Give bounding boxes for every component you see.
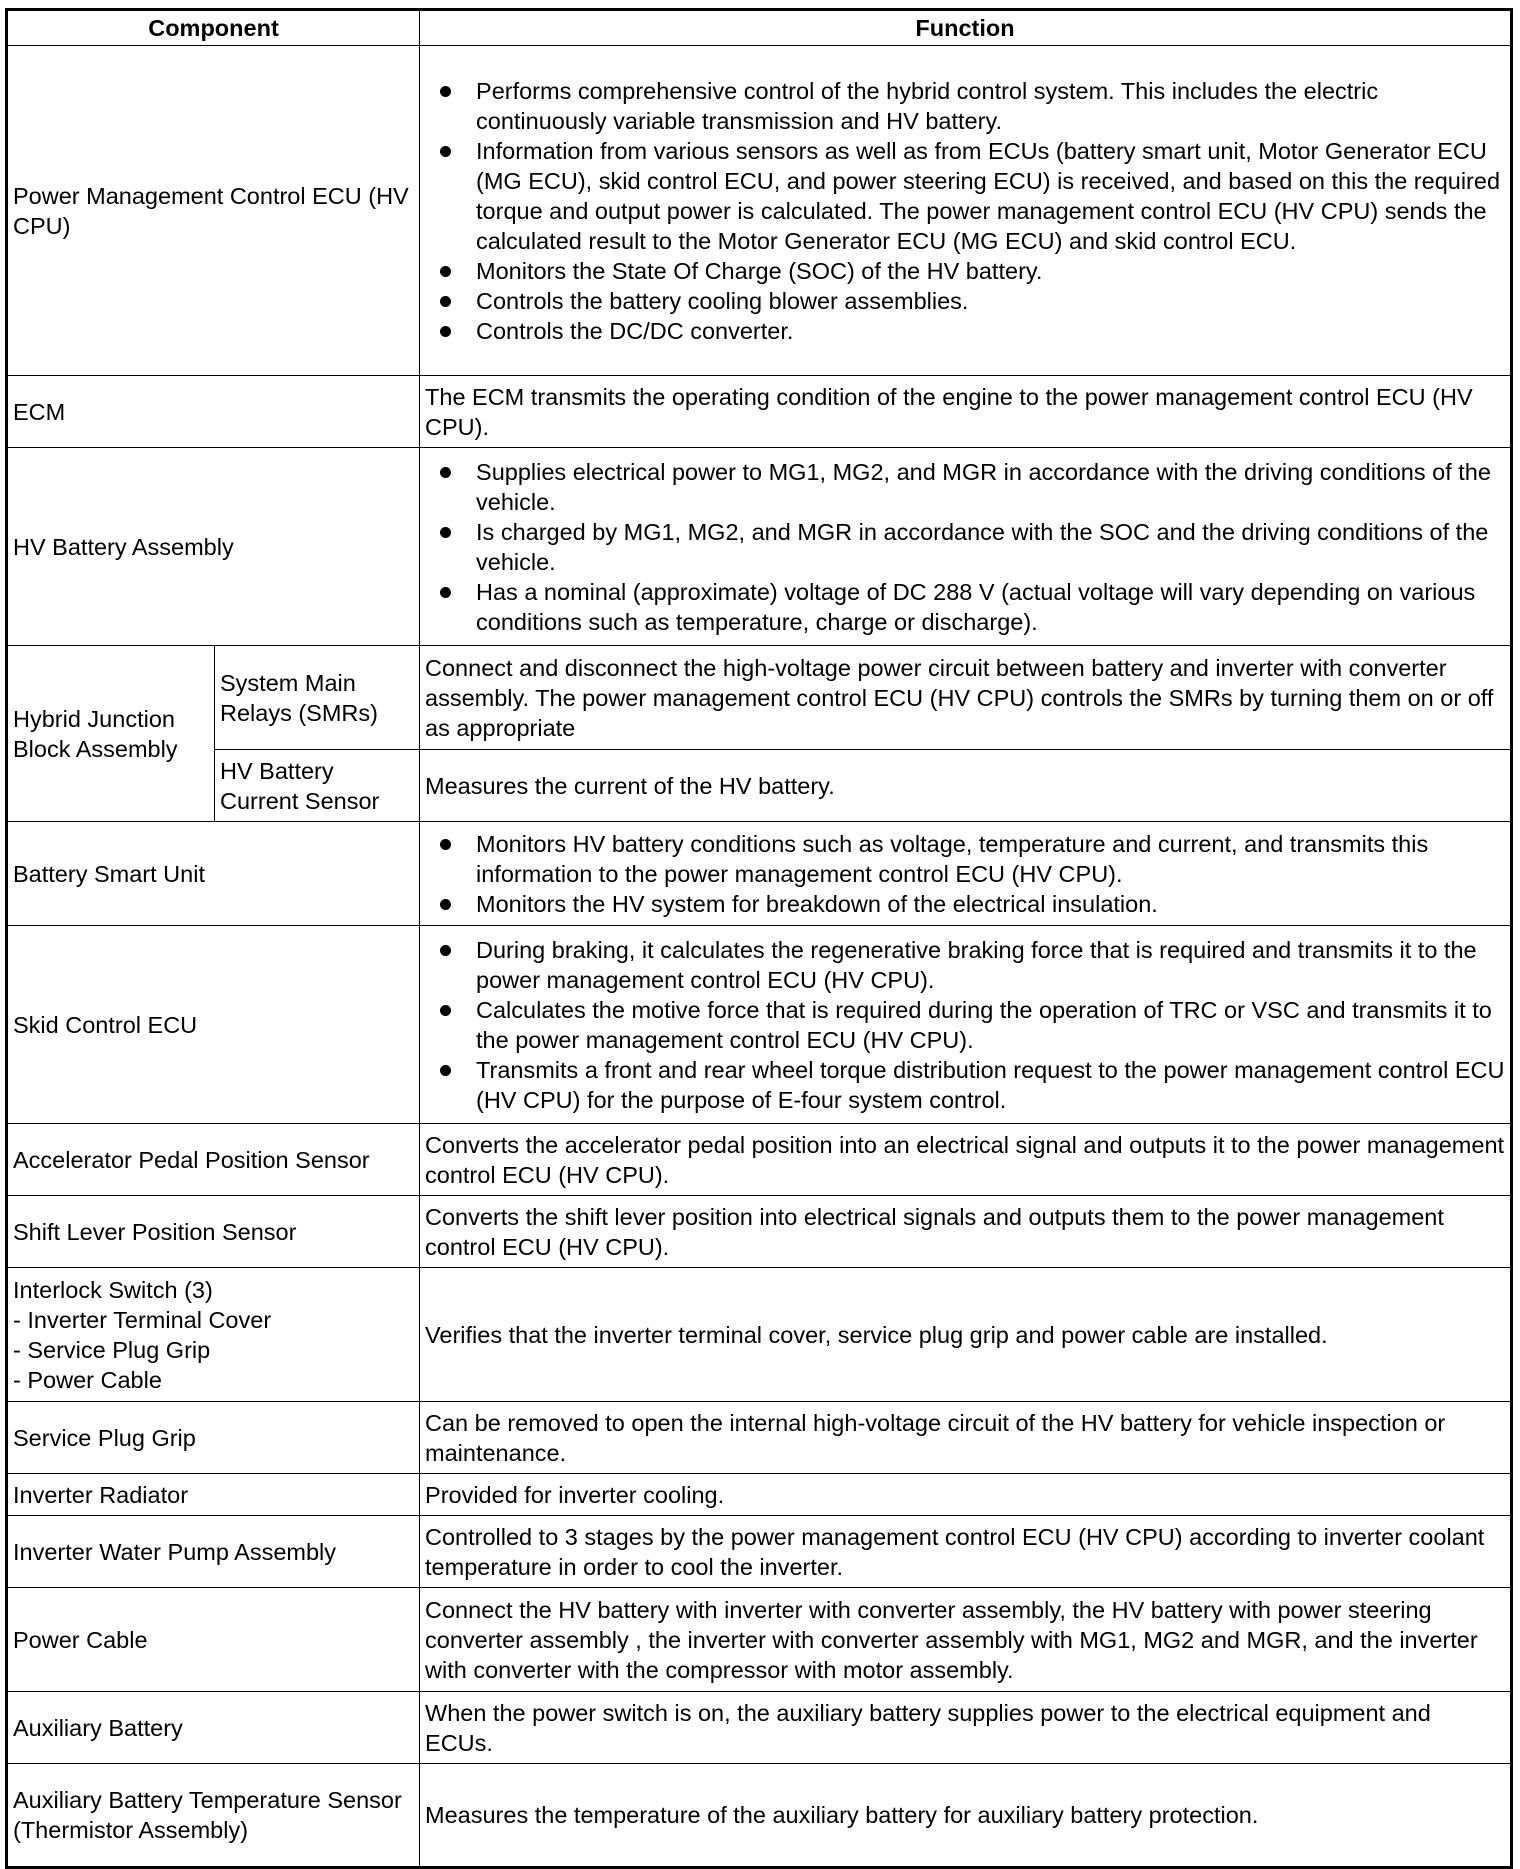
table-row bbox=[7, 1588, 1512, 1692]
bullet-text: Controls the battery cooling blower assemblies. bbox=[476, 287, 969, 314]
function-cell: Connect the HV battery with inverter with converter assembly, the HV battery with power steering converter assembly , the inverter with converter assembly with MG1, MG2 and MGR, and the inverter with converter with the compressor with motor assembly. bbox=[420, 1588, 1512, 1692]
function-cell bbox=[420, 822, 1512, 926]
component-cell: Power Management Control ECU (HV CPU) bbox=[7, 46, 420, 376]
bullet-item bbox=[425, 136, 1505, 256]
bullet-text: Is charged by MG1, MG2, and MGR in accordance with the SOC and the driving conditions of the vehicle. bbox=[476, 518, 1489, 575]
bullet-item bbox=[425, 286, 1505, 316]
bullet-item bbox=[425, 517, 1505, 577]
bullet-item bbox=[425, 256, 1505, 286]
component-cell: Battery Smart Unit bbox=[7, 822, 420, 926]
function-cell: Measures the temperature of the auxiliary battery for auxiliary battery protection. bbox=[420, 1764, 1512, 1868]
function-cell: Measures the current of the HV battery. bbox=[420, 750, 1512, 822]
subcomponent-cell: HV Battery Current Sensor bbox=[215, 750, 420, 822]
table-row bbox=[7, 750, 1512, 822]
table-row bbox=[7, 1474, 1512, 1516]
table-row bbox=[7, 822, 1512, 926]
bullet-text: Information from various sensors as well as from ECUs (battery smart unit, Motor Generator ECU (MG ECU), skid control ECU, and power steering ECU) is received, and based on this the required torque and output power is calculated. The power management control ECU (HV CPU) sends the calculated result to the Motor Generator ECU (MG ECU) and skid control ECU. bbox=[476, 137, 1501, 254]
bullet-text: During braking, it calculates the regenerative braking force that is required and transmits it to the power management control ECU (HV CPU). bbox=[476, 936, 1477, 993]
table-row bbox=[7, 1402, 1512, 1474]
function-cell bbox=[420, 46, 1512, 376]
subcomponent-cell: System Main Relays (SMRs) bbox=[215, 646, 420, 750]
table-row bbox=[7, 1516, 1512, 1588]
table-row bbox=[7, 1268, 1512, 1402]
bullet-item bbox=[425, 316, 1505, 346]
component-cell: Inverter Radiator bbox=[7, 1474, 420, 1516]
bullet-icon bbox=[440, 467, 451, 478]
component-cell: Power Cable bbox=[7, 1588, 420, 1692]
bullet-icon bbox=[440, 945, 451, 956]
function-cell: The ECM transmits the operating condition of the engine to the power management control ECU (HV CPU). bbox=[420, 376, 1512, 448]
component-cell: Accelerator Pedal Position Sensor bbox=[7, 1124, 420, 1196]
bullet-icon bbox=[440, 146, 451, 157]
bullet-text: Monitors the HV system for breakdown of the electrical insulation. bbox=[476, 890, 1158, 917]
bullet-text: Has a nominal (approximate) voltage of DC 288 V (actual voltage will vary depending on various conditions such as temperature, charge or discharge). bbox=[476, 578, 1476, 635]
column-header-component: Component bbox=[7, 10, 420, 46]
bullet-item bbox=[425, 995, 1505, 1055]
bullet-item bbox=[425, 889, 1505, 919]
bullet-item bbox=[425, 457, 1505, 517]
bullet-text: Monitors HV battery conditions such as voltage, temperature and current, and transmits this information to the power management control ECU (HV CPU). bbox=[476, 830, 1429, 887]
bullet-icon bbox=[440, 587, 451, 598]
function-bullet-list bbox=[425, 829, 1505, 919]
component-line: (Thermistor Assembly) bbox=[13, 1817, 249, 1843]
table-header-row bbox=[7, 10, 1512, 46]
component-cell: Auxiliary Battery bbox=[7, 1692, 420, 1764]
function-cell: Provided for inverter cooling. bbox=[420, 1474, 1512, 1516]
bullet-item bbox=[425, 577, 1505, 637]
component-cell: HV Battery Assembly bbox=[7, 448, 420, 646]
bullet-item bbox=[425, 829, 1505, 889]
function-cell: Can be removed to open the internal high-voltage circuit of the HV battery for vehicle inspection or maintenance. bbox=[420, 1402, 1512, 1474]
table-row bbox=[7, 926, 1512, 1124]
bullet-icon bbox=[440, 296, 451, 307]
component-cell: Shift Lever Position Sensor bbox=[7, 1196, 420, 1268]
function-cell: Connect and disconnect the high-voltage power circuit between battery and inverter with converter assembly. The power management control ECU (HV CPU) controls the SMRs by turning them on or off as appropriate bbox=[420, 646, 1512, 750]
function-cell: Converts the accelerator pedal position into an electrical signal and outputs it to the power management control ECU (HV CPU). bbox=[420, 1124, 1512, 1196]
bullet-text: Performs comprehensive control of the hybrid control system. This includes the electric continuously variable transmission and HV battery. bbox=[476, 77, 1379, 134]
bullet-icon bbox=[440, 326, 451, 337]
function-cell: Converts the shift lever position into electrical signals and outputs them to the power management control ECU (HV CPU). bbox=[420, 1196, 1512, 1268]
function-cell: Verifies that the inverter terminal cover, service plug grip and power cable are installed. bbox=[420, 1268, 1512, 1402]
bullet-icon bbox=[440, 527, 451, 538]
component-cell: Inverter Water Pump Assembly bbox=[7, 1516, 420, 1588]
function-cell bbox=[420, 448, 1512, 646]
component-line: - Inverter Terminal Cover bbox=[13, 1306, 272, 1333]
document-page bbox=[5, 8, 1513, 1869]
table-row bbox=[7, 46, 1512, 376]
bullet-icon bbox=[440, 1005, 451, 1016]
bullet-icon bbox=[440, 266, 451, 277]
function-bullet-list bbox=[425, 76, 1505, 346]
function-cell bbox=[420, 926, 1512, 1124]
column-header-function: Function bbox=[420, 10, 1512, 46]
bullet-item bbox=[425, 1055, 1505, 1115]
bullet-text: Transmits a front and rear wheel torque distribution request to the power management control ECU (HV CPU) for the purpose of E-four system control. bbox=[476, 1056, 1505, 1113]
component-function-table bbox=[5, 8, 1513, 1869]
bullet-text: Calculates the motive force that is required during the operation of TRC or VSC and transmits it to the power management control ECU (HV CPU). bbox=[476, 996, 1492, 1053]
component-line: Interlock Switch (3) bbox=[13, 1276, 213, 1303]
bullet-item bbox=[425, 935, 1505, 995]
bullet-icon bbox=[440, 86, 451, 97]
bullet-text: Supplies electrical power to MG1, MG2, and MGR in accordance with the driving conditions of the vehicle. bbox=[476, 458, 1491, 515]
component-cell bbox=[7, 1764, 420, 1868]
table-row bbox=[7, 1692, 1512, 1764]
table-row bbox=[7, 376, 1512, 448]
function-cell: When the power switch is on, the auxiliary battery supplies power to the electrical equipment and ECUs. bbox=[420, 1692, 1512, 1764]
bullet-text: Monitors the State Of Charge (SOC) of the HV battery. bbox=[476, 257, 1043, 284]
table-row bbox=[7, 448, 1512, 646]
function-bullet-list bbox=[425, 457, 1505, 637]
component-line: Auxiliary Battery Temperature Sensor bbox=[13, 1787, 402, 1813]
bullet-icon bbox=[440, 839, 451, 850]
component-cell: ECM bbox=[7, 376, 420, 448]
component-line: - Service Plug Grip bbox=[13, 1336, 211, 1363]
component-cell: Skid Control ECU bbox=[7, 926, 420, 1124]
table-row bbox=[7, 1124, 1512, 1196]
bullet-icon bbox=[440, 899, 451, 910]
component-cell: Service Plug Grip bbox=[7, 1402, 420, 1474]
table-row bbox=[7, 1196, 1512, 1268]
component-cell: Hybrid Junction Block Assembly bbox=[7, 646, 215, 822]
bullet-item bbox=[425, 76, 1505, 136]
component-line: - Power Cable bbox=[13, 1366, 162, 1393]
function-cell: Controlled to 3 stages by the power management control ECU (HV CPU) according to inverter coolant temperature in order to cool the inverter. bbox=[420, 1516, 1512, 1588]
table-row bbox=[7, 646, 1512, 750]
bullet-icon bbox=[440, 1065, 451, 1076]
table-row bbox=[7, 1764, 1512, 1868]
component-cell bbox=[7, 1268, 420, 1402]
bullet-text: Controls the DC/DC converter. bbox=[476, 317, 794, 344]
function-bullet-list bbox=[425, 935, 1505, 1115]
